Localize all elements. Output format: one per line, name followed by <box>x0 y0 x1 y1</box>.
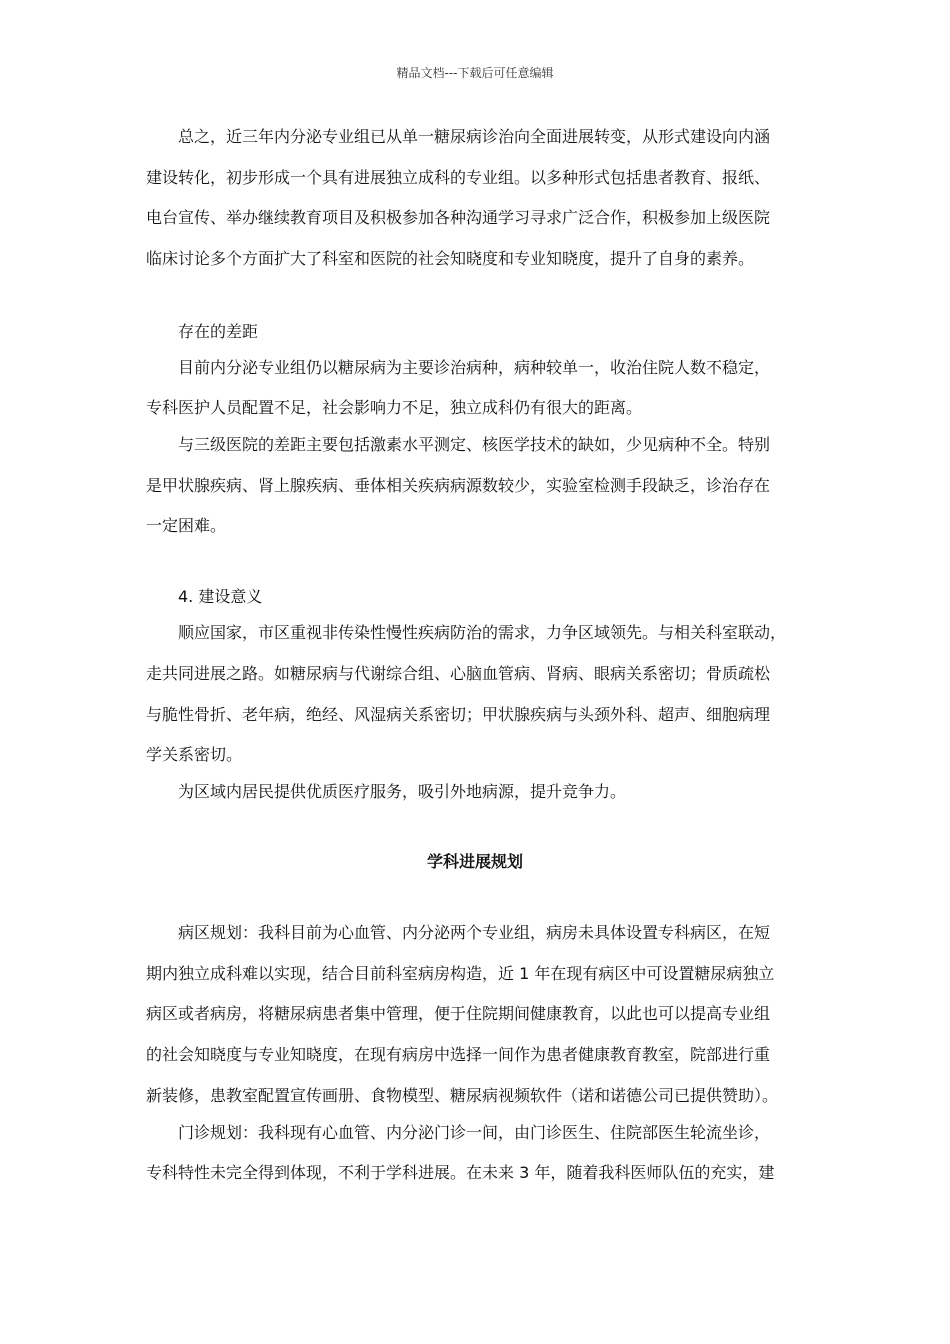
text-line: 电台宣传、举办继续教育项目及积极参加各种沟通学习寻求广泛合作，积极参加上级医院 <box>146 208 771 227</box>
text-line: 病区或者病房，将糖尿病患者集中管理，便于住院期间健康教育，以此也可以提高专业组 <box>146 1004 771 1023</box>
text-line: 门诊规划：我科现有心血管、内分泌门诊一间，由门诊医生、住院部医生轮流坐诊， <box>178 1123 771 1142</box>
text-line: 病区规划：我科目前为心血管、内分泌两个专业组，病房未具体设置专科病区，在短 <box>178 923 771 942</box>
text-line: 是甲状腺疾病、肾上腺疾病、垂体相关疾病病源数较少，实验室检测手段缺乏，诊治存在 <box>146 476 771 495</box>
page-header: 精品文档---下载后可任意编辑 <box>396 66 554 80</box>
text-line: 建设转化，初步形成一个具有进展独立成科的专业组。以多种形式包括患者教育、报纸、 <box>146 168 771 187</box>
text-line: 新装修，患教室配置宣传画册、食物模型、糖尿病视频软件（诺和诺德公司已提供赞助）。 <box>146 1086 779 1105</box>
text-line: 期内独立成科难以实现，结合目前科室病房构造，近 1 年在现有病区中可设置糖尿病独立 <box>146 964 775 983</box>
text-line: 目前内分泌专业组仍以糖尿病为主要诊治病种，病种较单一，收治住院人数不稳定， <box>178 358 771 377</box>
page-title: 学科进展规划 <box>426 852 523 871</box>
text-line: 临床讨论多个方面扩大了科室和医院的社会知晓度和专业知晓度，提升了自身的素养。 <box>146 249 755 268</box>
text-line: 学关系密切。 <box>146 745 243 764</box>
text-line: 一定困难。 <box>146 516 227 535</box>
text-line: 总之，近三年内分泌专业组已从单一糖尿病诊治向全面进展转变，从形式建设向内涵 <box>178 127 771 146</box>
section-heading: 4. 建设意义 <box>178 587 263 606</box>
text-line: 专科医护人员配置不足，社会影响力不足，独立成科仍有很大的距离。 <box>146 398 643 417</box>
text-line: 走共同进展之路。如糖尿病与代谢综合组、心脑血管病、肾病、眼病关系密切；骨质疏松 <box>146 664 771 683</box>
text-line: 与三级医院的差距主要包括激素水平测定、核医学技术的缺如，少见病种不全。特别 <box>178 435 771 454</box>
text-line: 专科特性未完全得到体现，不利于学科进展。在未来 3 年，随着我科医师队伍的充实，建 <box>146 1163 775 1182</box>
section-heading: 存在的差距 <box>178 322 259 341</box>
text-line: 为区域内居民提供优质医疗服务，吸引外地病源，提升竞争力。 <box>178 782 627 801</box>
text-line: 的社会知晓度与专业知晓度，在现有病房中选择一间作为患者健康教育教室，院部进行重 <box>146 1045 771 1064</box>
text-line: 顺应国家，市区重视非传染性慢性疾病防治的需求，力争区域领先。与相关科室联动， <box>178 623 787 642</box>
text-line: 与脆性骨折、老年病，绝经、风湿病关系密切；甲状腺疾病与头颈外科、超声、细胞病理 <box>146 705 771 724</box>
